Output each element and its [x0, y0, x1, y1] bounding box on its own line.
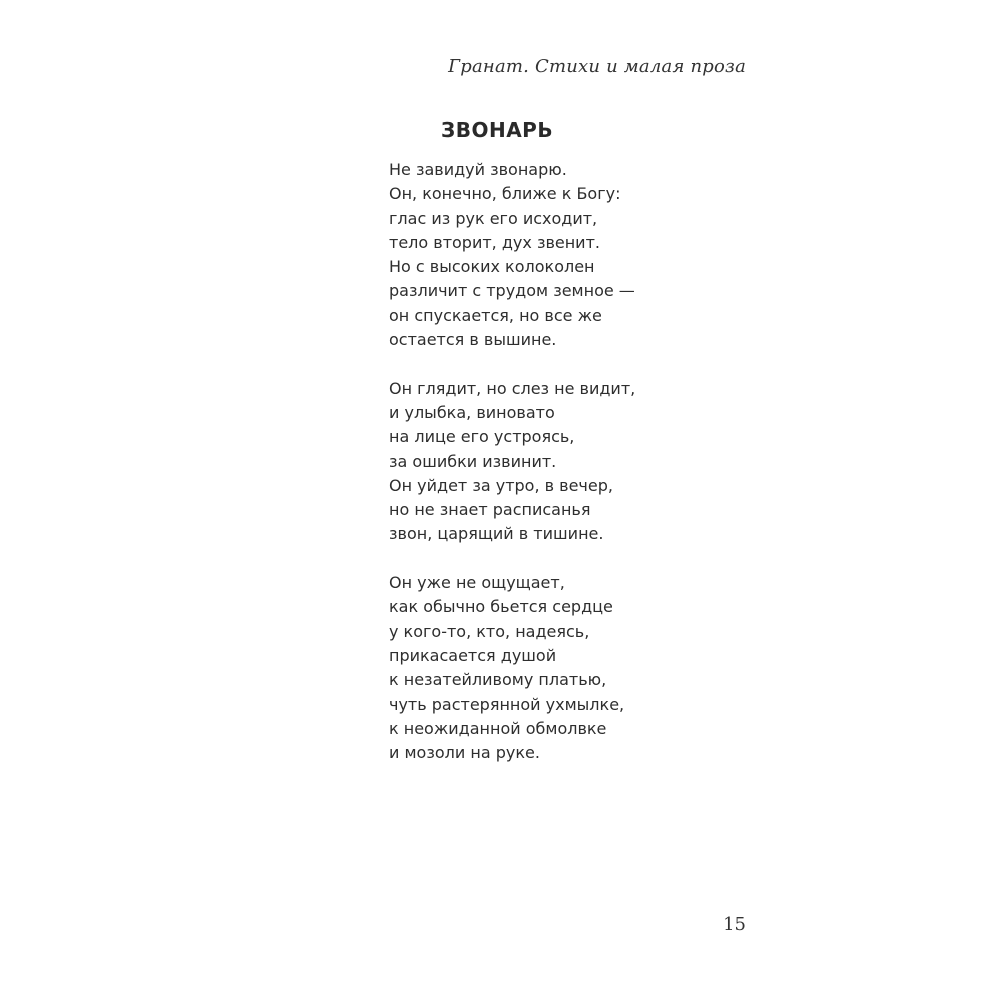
poem-line: чуть растерянной ухмылке,: [389, 694, 625, 714]
poem-title: ЗВОНАРЬ: [441, 118, 554, 142]
running-header: Гранат. Стихи и малая проза: [448, 56, 746, 77]
poem-line: звон, царящий в тишине.: [389, 524, 604, 544]
poem-line: к неожиданной обмолвке: [389, 718, 607, 738]
poem-line: но не знает расписанья: [389, 500, 591, 520]
poem-line: Не завидуй звонарю.: [389, 160, 567, 179]
poem-line: за ошибки извинит.: [389, 451, 557, 471]
poem-line: к незатейливому платью,: [389, 670, 607, 690]
stanza-3: [389, 571, 635, 765]
poem-line: Он уже не ощущает,: [389, 573, 565, 593]
poem-line: он спускается, но все же: [389, 305, 602, 325]
page-number: 15: [723, 914, 746, 935]
poem-line: глас из рук его исходит,: [389, 208, 598, 228]
poem-line: Но с высоких колоколен: [389, 257, 595, 277]
poem-line: как обычно бьется сердце: [389, 597, 613, 617]
poem-body: [389, 158, 635, 790]
poem-line: прикасается душой: [389, 645, 557, 665]
stanza-2: [389, 377, 635, 547]
poem-line: на лице его устроясь,: [389, 427, 575, 447]
poem-line: Он, конечно, ближе к Богу:: [389, 184, 621, 204]
stanza-1: [389, 158, 635, 352]
poem-line: Он глядит, но слез не видит,: [389, 378, 636, 398]
poem-line: и улыбка, виновато: [389, 402, 555, 422]
poem-line: тело вторит, дух звенит.: [389, 232, 600, 252]
poem-line: и мозоли на руке.: [389, 743, 540, 763]
poem-line: у кого-то, кто, надеясь,: [389, 621, 590, 641]
poem-line: остается в вышине.: [389, 330, 557, 350]
poem-line: Он уйдет за утро, в вечер,: [389, 475, 613, 495]
poem-line: различит с трудом земное —: [389, 281, 635, 301]
